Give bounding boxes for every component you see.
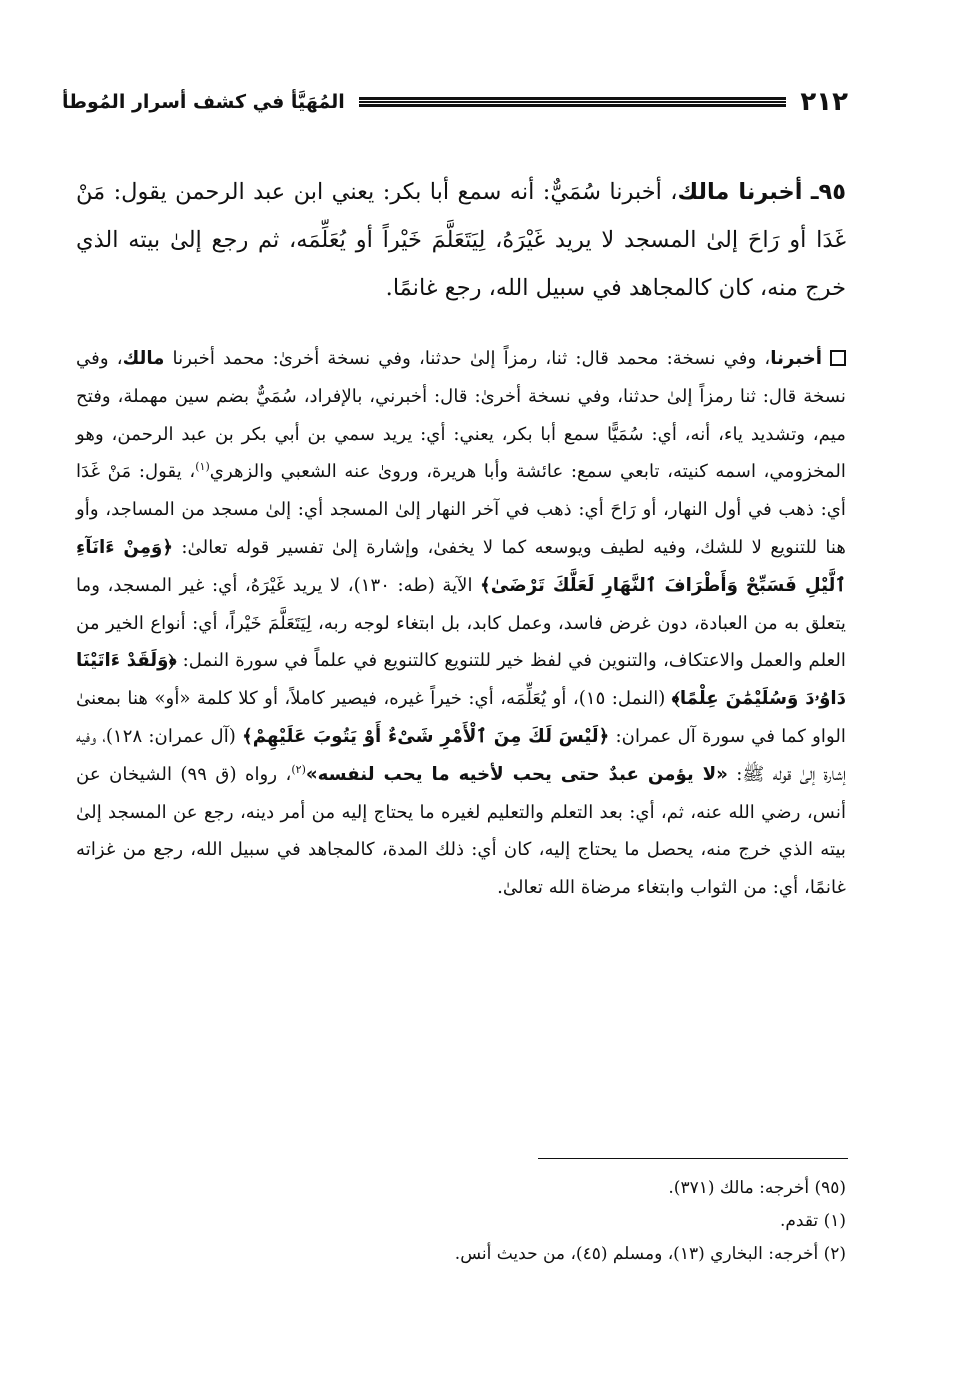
header-rule xyxy=(359,97,787,107)
quran-verse-taha: ﴿وَمِنْ ءَانَآءِ ٱلَّيْلِ فَسَبِّحْ وَأَطْرَافَ ٱلنَّهَارِ لَعَلَّكَ تَرْضَىٰ﴾ xyxy=(76,536,846,596)
footnote-2: (٢) أخرجه: البخاري (١٣)، ومسلم (٤٥)، من حديث أنس. xyxy=(454,1244,846,1264)
hadith-narrator: أخبرنا مالك xyxy=(677,179,803,205)
commentary-segment: ، يقول: مَنْ غَدَا أي: ذهب في أول النهار، أو رَاحَ أي: ذهب في آخر النهار إلىٰ المسجد أي: إلىٰ مسجد من المساجد، وأو هنا للتنويع لا للشك، وفيه لطيف ويوسعه كما لا يخفىٰ، وإشارة إلىٰ تفسير قوله تعالىٰ: xyxy=(76,461,846,558)
hadith-text xyxy=(76,168,846,312)
commentary-lemma-akhbarana: أخبرنا xyxy=(770,348,822,369)
footnote-ref-1: (١) xyxy=(195,460,210,474)
prophetic-hadith-quote: «لا يؤمن عبدٌ حتى يحب لأخيه ما يحب لنفسه» xyxy=(305,763,728,785)
footnote-separator xyxy=(538,1158,848,1159)
quran-verse-al-imran: ﴿لَيْسَ لَكَ مِنَ ٱلْأَمْرِ شَىْءٌ أَوْ يَتُوبَ عَلَيْهِمْ﴾ xyxy=(242,725,610,747)
hadith-number: ٩٥ـ xyxy=(810,179,846,205)
page-header xyxy=(62,82,848,122)
commentary-lemma-malik: مالك xyxy=(122,348,165,369)
hadith-body: ، أخبرنا سُمَيٌّ: أنه سمع أبا بكر: يعني ابن عبد الرحمن يقول: مَنْ غَدَا أو رَاحَ إلىٰ المسجد لا يريد غَيْرَهُ، لِيَتَعَلَّمَ خَيْراً أو يُعَلِّمَه، ثم رجع إلىٰ بيته الذي خرج منه، كان كالمجاهد في سبيل الله، رجع غانمًا. xyxy=(76,179,846,301)
commentary-segment: ، وفي نسخة قال: ثنا رمزاً إلىٰ حدثنا، وفي نسخة أخرىٰ: قال: أخبرني، بالإفراد، سُمَيٌّ بضم سين مهملة، وفتح ميم، وتشديد ياء، أنه، أي: سُمَيًّا سمع أبا بكر، يعني: أي: يريد سمي بن أبي بكر بن عبد الرحمن، وهو المخزومي، اسمه كنيته، تابعي سمع: عائشة وأبا هريرة، وروىٰ عنه الشعبي والزهري xyxy=(76,348,846,483)
footnotes xyxy=(146,1172,846,1271)
footnote-1: (١) تقدم. xyxy=(779,1211,846,1231)
commentary-segment: ، وفي نسخة: محمد قال: ثنا، رمزاً إلىٰ حدثنا، وفي نسخة أخرىٰ: محمد أخبرنا xyxy=(172,348,771,369)
footnote-95: (٩٥) أخرجه: مالك (٣٧١). xyxy=(668,1178,846,1198)
commentary-segment: ، رواه (ق ٩٩) الشيخان عن أنس، رضي الله عنه، ثم، أي: بعد التعلم والتعليم لغيره ما يحتاج إليه من أمر دينه، رجع عن المسجد إلىٰ بيته الذي خرج منه، يحصل ما يحتاج إليه، كان أي: ذلك المدة، كالمجاهد في سبيل الله، رجع من غزاته غانمًا، أي: من الثواب وابتغاء مرضاة الله تعالىٰ. xyxy=(76,763,846,899)
book-title: المُهَيَّأ في كشف أسرار المُوطأ xyxy=(62,91,345,113)
footnote-ref-2: (٢) xyxy=(291,762,306,776)
square-box-icon xyxy=(830,350,846,366)
commentary-segment: الآية (طه: ١٣٠)، لا يريد غَيْرَهُ، أي: غير المسجد، وما يتعلق به من العبادة، دون غرض فاسد، وعمل كابد، بل ابتغاء لوجه ربه، لِيَتَعَلَّمَ خَيْراً، أي: أنواع الخير من العلم والعمل والاعتكاف، والتنوين في لفظ خير للتنويع كالتنويع في علماً في سورة النمل: xyxy=(76,574,846,672)
page-number: ٢١٢ xyxy=(800,87,848,117)
quran-verse-naml: ﴿وَلَقَدْ ءَاتَيْنَا دَاوُۥدَ وَسُلَيْمَٰنَ عِلْمًا﴾ xyxy=(76,650,846,710)
commentary-segment: (النمل: ١٥)، أو يُعَلِّمَه، أي: خيراً غيره، فيصير كاملاً، أو كلا كلمة «أو» هنا بمعنىٰ الواو كما في سورة آل عمران: xyxy=(76,688,846,747)
commentary xyxy=(76,340,846,907)
commentary-segment: (آل عمران: ١٢٨)، وفيه إشارة إلىٰ قوله ﷺ: xyxy=(76,725,846,785)
